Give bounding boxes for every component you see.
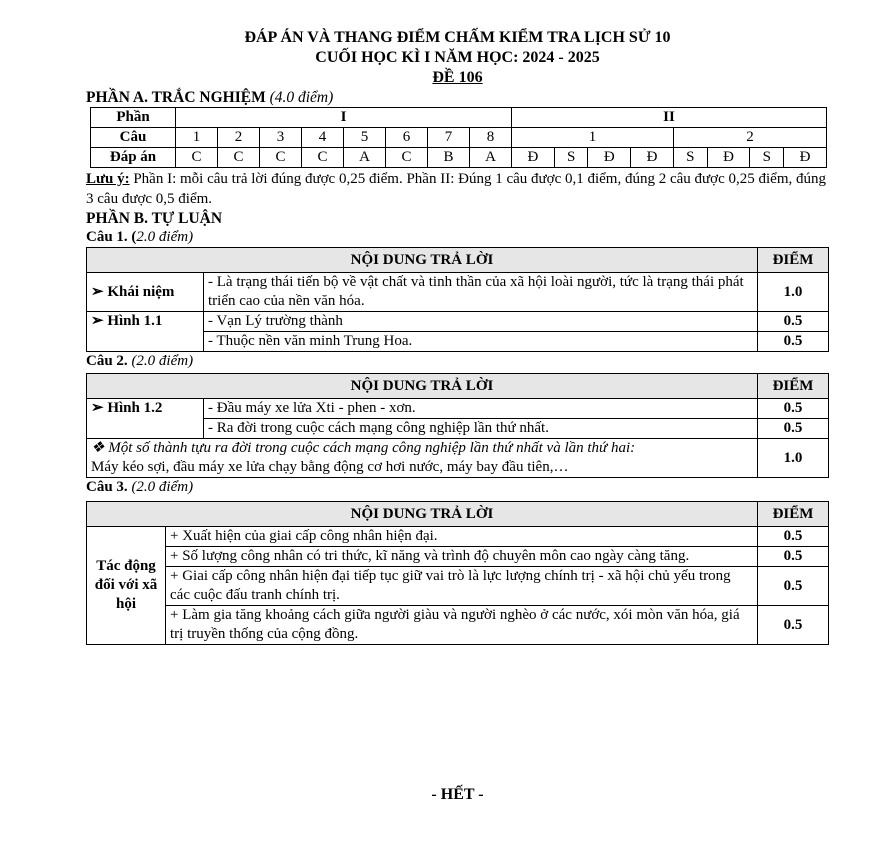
answer-cell: Đ <box>784 148 827 168</box>
row-label: ➢ Khái niệm <box>87 273 204 312</box>
answer-text: + Số lượng công nhân có tri thức, kĩ năng và trình độ chuyên môn cao ngày càng tăng. <box>166 547 758 567</box>
answer-cell: C <box>302 148 344 168</box>
points-cell: 0.5 <box>758 399 829 419</box>
achievements-cell: ❖ Một số thành tựu ra đời trong cuộc cách mạng công nghiệp lần thứ nhất và lần thứ hai: Máy kéo sợi, đầu máy xe lửa chạy bằng động cơ hơi nước, máy bay đầu tiên,… <box>87 439 758 478</box>
question-number: 7 <box>428 128 470 148</box>
question-3-table <box>86 501 829 645</box>
points-cell: 0.5 <box>758 312 829 332</box>
side-label: Tác động đối với xã hội <box>87 527 166 645</box>
points-header: ĐIỂM <box>758 502 829 527</box>
scoring-note: Lưu ý: Phần I: mỗi câu trả lời đúng được 0,25 điểm. Phần II: Đúng 1 câu được 0,1 điểm, đúng 2 câu được 0,25 điểm, đúng 3 câu được 0,5 điểm. <box>86 171 827 207</box>
content-header: NỘI DUNG TRẢ LỜI <box>87 248 758 273</box>
question-1-table <box>86 247 829 352</box>
question-2-heading: Câu 2. (2.0 điểm) <box>86 353 194 369</box>
question-1-heading: Câu 1. (2.0 điểm) <box>86 229 194 245</box>
question-number: 2 <box>673 128 826 148</box>
exam-code: ĐỀ 106 <box>432 69 483 86</box>
points-cell: 0.5 <box>758 606 829 645</box>
part-ii-label: II <box>512 108 827 128</box>
part-i-label: I <box>176 108 512 128</box>
question-number: 4 <box>302 128 344 148</box>
answer-text: - Vạn Lý trường thành <box>204 312 758 332</box>
part-a-heading: PHẦN A. TRẮC NGHIỆM (4.0 điểm) <box>86 89 334 106</box>
doc-title: ĐÁP ÁN VÀ THANG ĐIỂM CHẤM KIỂM TRA LỊCH SỬ 10 <box>244 29 671 46</box>
row-label-question: Câu <box>91 128 176 148</box>
content-header: NỘI DUNG TRẢ LỜI <box>87 502 758 527</box>
points-header: ĐIỂM <box>758 248 829 273</box>
answer-cell: Đ <box>512 148 555 168</box>
answer-cell: Đ <box>631 148 674 168</box>
row-label: ➢ Hình 1.1 <box>87 312 204 352</box>
answer-text: + Giai cấp công nhân hiện đại tiếp tục giữ vai trò là lực lượng chính trị - xã hội chủ yếu trong các cuộc đấu tranh chính trị. <box>166 567 758 606</box>
answer-text: - Thuộc nền văn minh Trung Hoa. <box>204 332 758 352</box>
answer-cell: S <box>554 148 588 168</box>
answer-cell: A <box>470 148 512 168</box>
answer-cell: S <box>750 148 784 168</box>
answer-cell: C <box>386 148 428 168</box>
answer-cell: Đ <box>707 148 750 168</box>
answer-cell: S <box>673 148 707 168</box>
row-label: ➢ Hình 1.2 <box>87 399 204 439</box>
answer-text: - Là trạng thái tiến bộ về vật chất và tinh thần của xã hội loài người, tức là trạng thái phát triển cao của nền văn hóa. <box>204 273 758 312</box>
points-header: ĐIỂM <box>758 374 829 399</box>
question-number: 5 <box>344 128 386 148</box>
answer-text: - Ra đời trong cuộc cách mạng công nghiệp lần thứ nhất. <box>204 419 758 439</box>
end-marker: - HẾT - <box>431 786 484 803</box>
question-number: 6 <box>386 128 428 148</box>
points-cell: 0.5 <box>758 567 829 606</box>
question-number: 2 <box>218 128 260 148</box>
row-label-answer: Đáp án <box>91 148 176 168</box>
points-cell: 0.5 <box>758 332 829 352</box>
row-label-part: Phần <box>91 108 176 128</box>
points-cell: 0.5 <box>758 547 829 567</box>
question-number: 8 <box>470 128 512 148</box>
doc-subtitle: CUỐI HỌC KÌ I NĂM HỌC: 2024 - 2025 <box>315 49 600 66</box>
answer-text: + Làm gia tăng khoảng cách giữa người giàu và người nghèo ở các nước, xói mòn văn hóa, giá trị truyền thống của cộng đồng. <box>166 606 758 645</box>
question-3-heading: Câu 3. (2.0 điểm) <box>86 479 194 495</box>
multiple-choice-table <box>90 107 827 168</box>
answer-text: + Xuất hiện của giai cấp công nhân hiện đại. <box>166 527 758 547</box>
content-header: NỘI DUNG TRẢ LỜI <box>87 374 758 399</box>
part-b-heading: PHẦN B. TỰ LUẬN <box>86 210 223 227</box>
points-cell: 1.0 <box>758 273 829 312</box>
points-cell: 0.5 <box>758 527 829 547</box>
answer-cell: Đ <box>588 148 631 168</box>
answer-key-page <box>86 0 829 803</box>
answer-cell: B <box>428 148 470 168</box>
answer-cell: C <box>218 148 260 168</box>
question-number: 1 <box>176 128 218 148</box>
answer-cell: A <box>344 148 386 168</box>
question-2-table <box>86 373 829 478</box>
points-cell: 0.5 <box>758 419 829 439</box>
answer-cell: C <box>260 148 302 168</box>
question-number: 3 <box>260 128 302 148</box>
points-cell: 1.0 <box>758 439 829 478</box>
question-number: 1 <box>512 128 674 148</box>
answer-cell: C <box>176 148 218 168</box>
answer-text: - Đầu máy xe lửa Xti - phen - xơn. <box>204 399 758 419</box>
